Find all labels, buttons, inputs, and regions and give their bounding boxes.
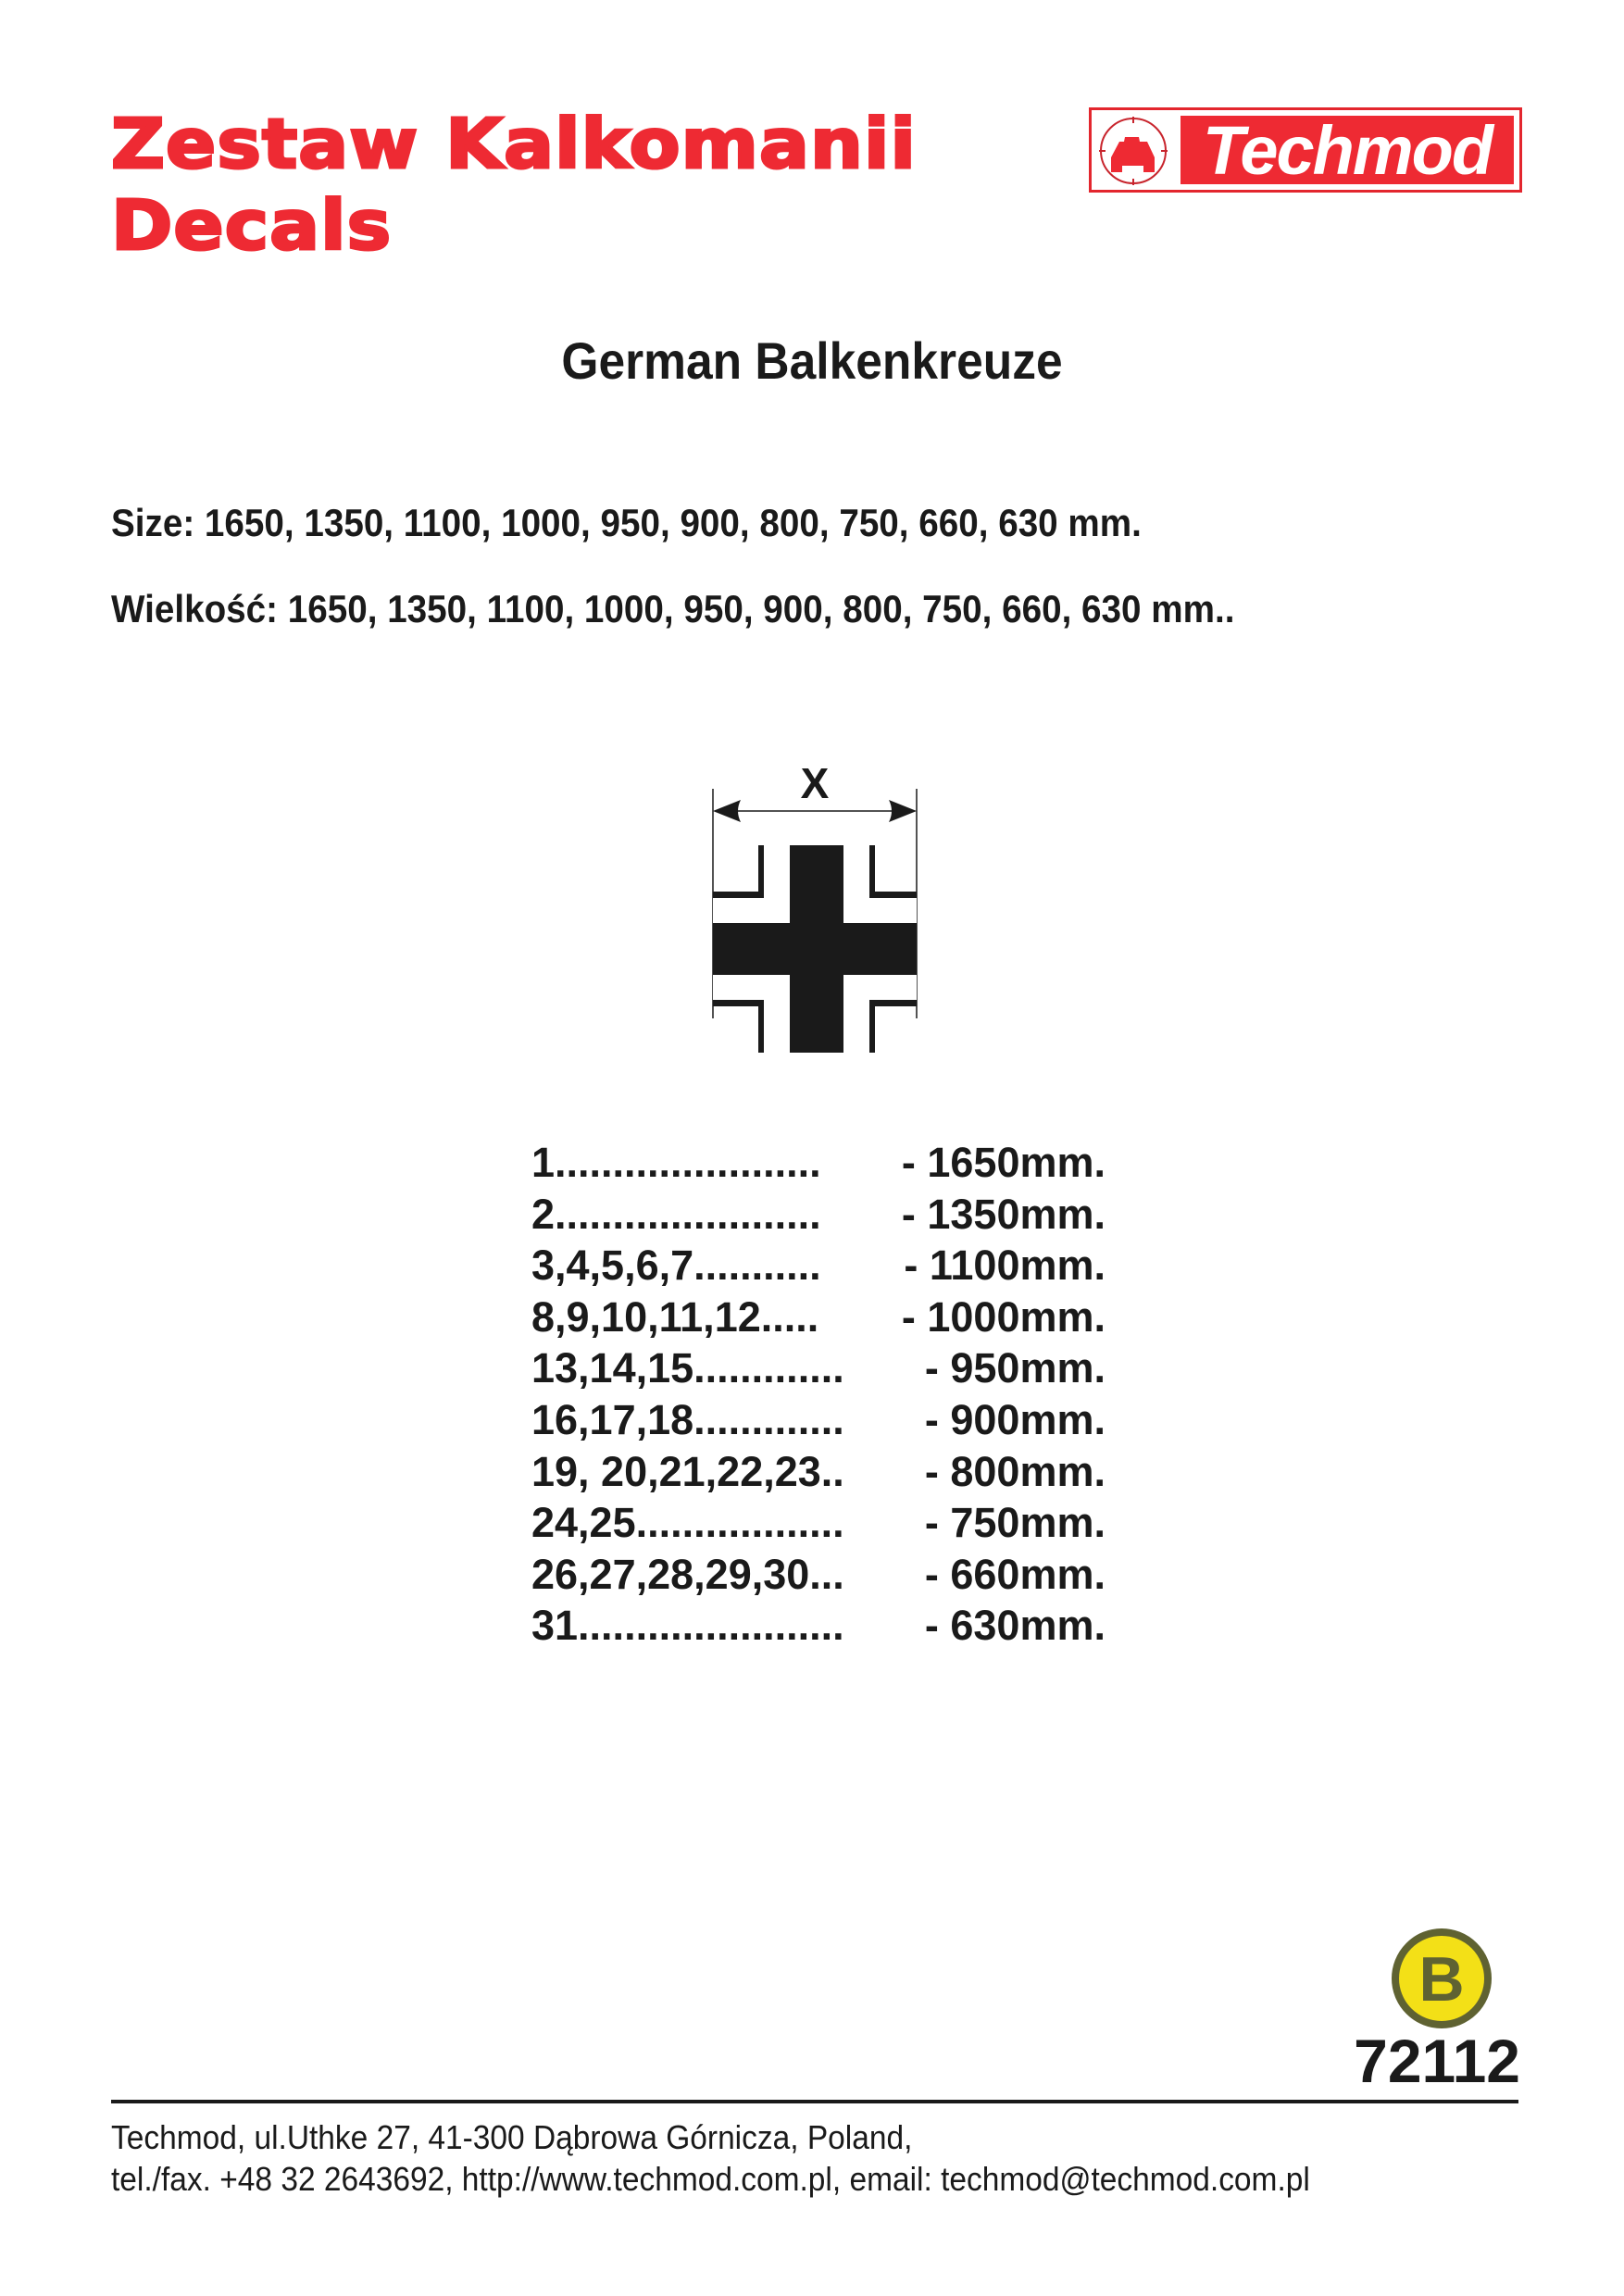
decal-size: - 1000mm. <box>901 1292 1106 1341</box>
size-row <box>531 1137 1106 1189</box>
catalog-number: 72112 <box>1354 2027 1520 2095</box>
decal-numbers: 16,17,18............. <box>531 1395 844 1443</box>
decal-size: - 800mm. <box>924 1447 1106 1495</box>
size-list-english: Size: 1650, 1350, 1100, 1000, 950, 900, 800, 750, 660, 630 mm. <box>111 501 1142 544</box>
footer-address: Techmod, ul.Uthke 27, 41-300 Dąbrowa Górnicza, Poland, <box>111 2118 913 2156</box>
decal-size: - 1350mm. <box>901 1190 1106 1238</box>
decal-numbers: 2....................... <box>531 1190 821 1238</box>
balkenkreuz-cross-icon <box>704 750 926 1055</box>
decal-numbers: 26,27,28,29,30... <box>531 1550 844 1598</box>
size-row <box>531 1189 1106 1241</box>
size-row <box>531 1497 1106 1549</box>
footer <box>111 2116 1310 2200</box>
size-row <box>531 1342 1106 1394</box>
decal-size: - 900mm. <box>924 1395 1106 1443</box>
dimension-label: X <box>800 759 830 807</box>
decal-size: - 1100mm. <box>904 1242 1106 1290</box>
size-list-polish: Wielkość: 1650, 1350, 1100, 1000, 950, 900, 800, 750, 660, 630 mm.. <box>111 587 1235 630</box>
decal-numbers: 24,25.................. <box>531 1499 844 1547</box>
brand-title <box>111 104 917 267</box>
page-heading: German Balkenkreuze <box>561 331 1063 390</box>
category-badge-icon <box>1392 1928 1492 2028</box>
tank-emblem-icon <box>1097 115 1169 187</box>
size-row <box>531 1240 1106 1292</box>
decal-size: - 950mm. <box>924 1344 1106 1392</box>
size-row <box>531 1394 1106 1446</box>
decal-numbers: 31....................... <box>531 1602 844 1650</box>
title-line-2: Decals <box>111 186 393 266</box>
techmod-logo <box>1089 107 1522 193</box>
decal-numbers: 1....................... <box>531 1139 821 1186</box>
badge-letter: B <box>1418 1944 1465 2015</box>
decal-numbers: 19, 20,21,22,23.. <box>531 1447 844 1495</box>
size-row <box>531 1292 1106 1343</box>
logo-wordmark: Techmod <box>1181 116 1514 184</box>
decal-numbers: 13,14,15............. <box>531 1344 844 1392</box>
footer-contact: tel./fax. +48 32 2643692, http://www.techmod.com.pl, email: techmod@techmod.com.pl <box>111 2160 1310 2198</box>
size-row <box>531 1446 1106 1498</box>
size-row <box>531 1600 1106 1652</box>
decal-size: - 1650mm. <box>901 1139 1106 1186</box>
decal-numbers: 8,9,10,11,12..... <box>531 1292 819 1341</box>
decal-numbers: 3,4,5,6,7........... <box>531 1242 821 1290</box>
size-row <box>531 1549 1106 1601</box>
decal-size: - 750mm. <box>924 1499 1106 1547</box>
decal-size: - 660mm. <box>924 1550 1106 1598</box>
title-line-1: Zestaw Kalkomanii <box>111 105 917 184</box>
footer-divider <box>111 2100 1518 2103</box>
decal-size-list <box>531 1137 1106 1652</box>
decal-size: - 630mm. <box>924 1602 1106 1650</box>
